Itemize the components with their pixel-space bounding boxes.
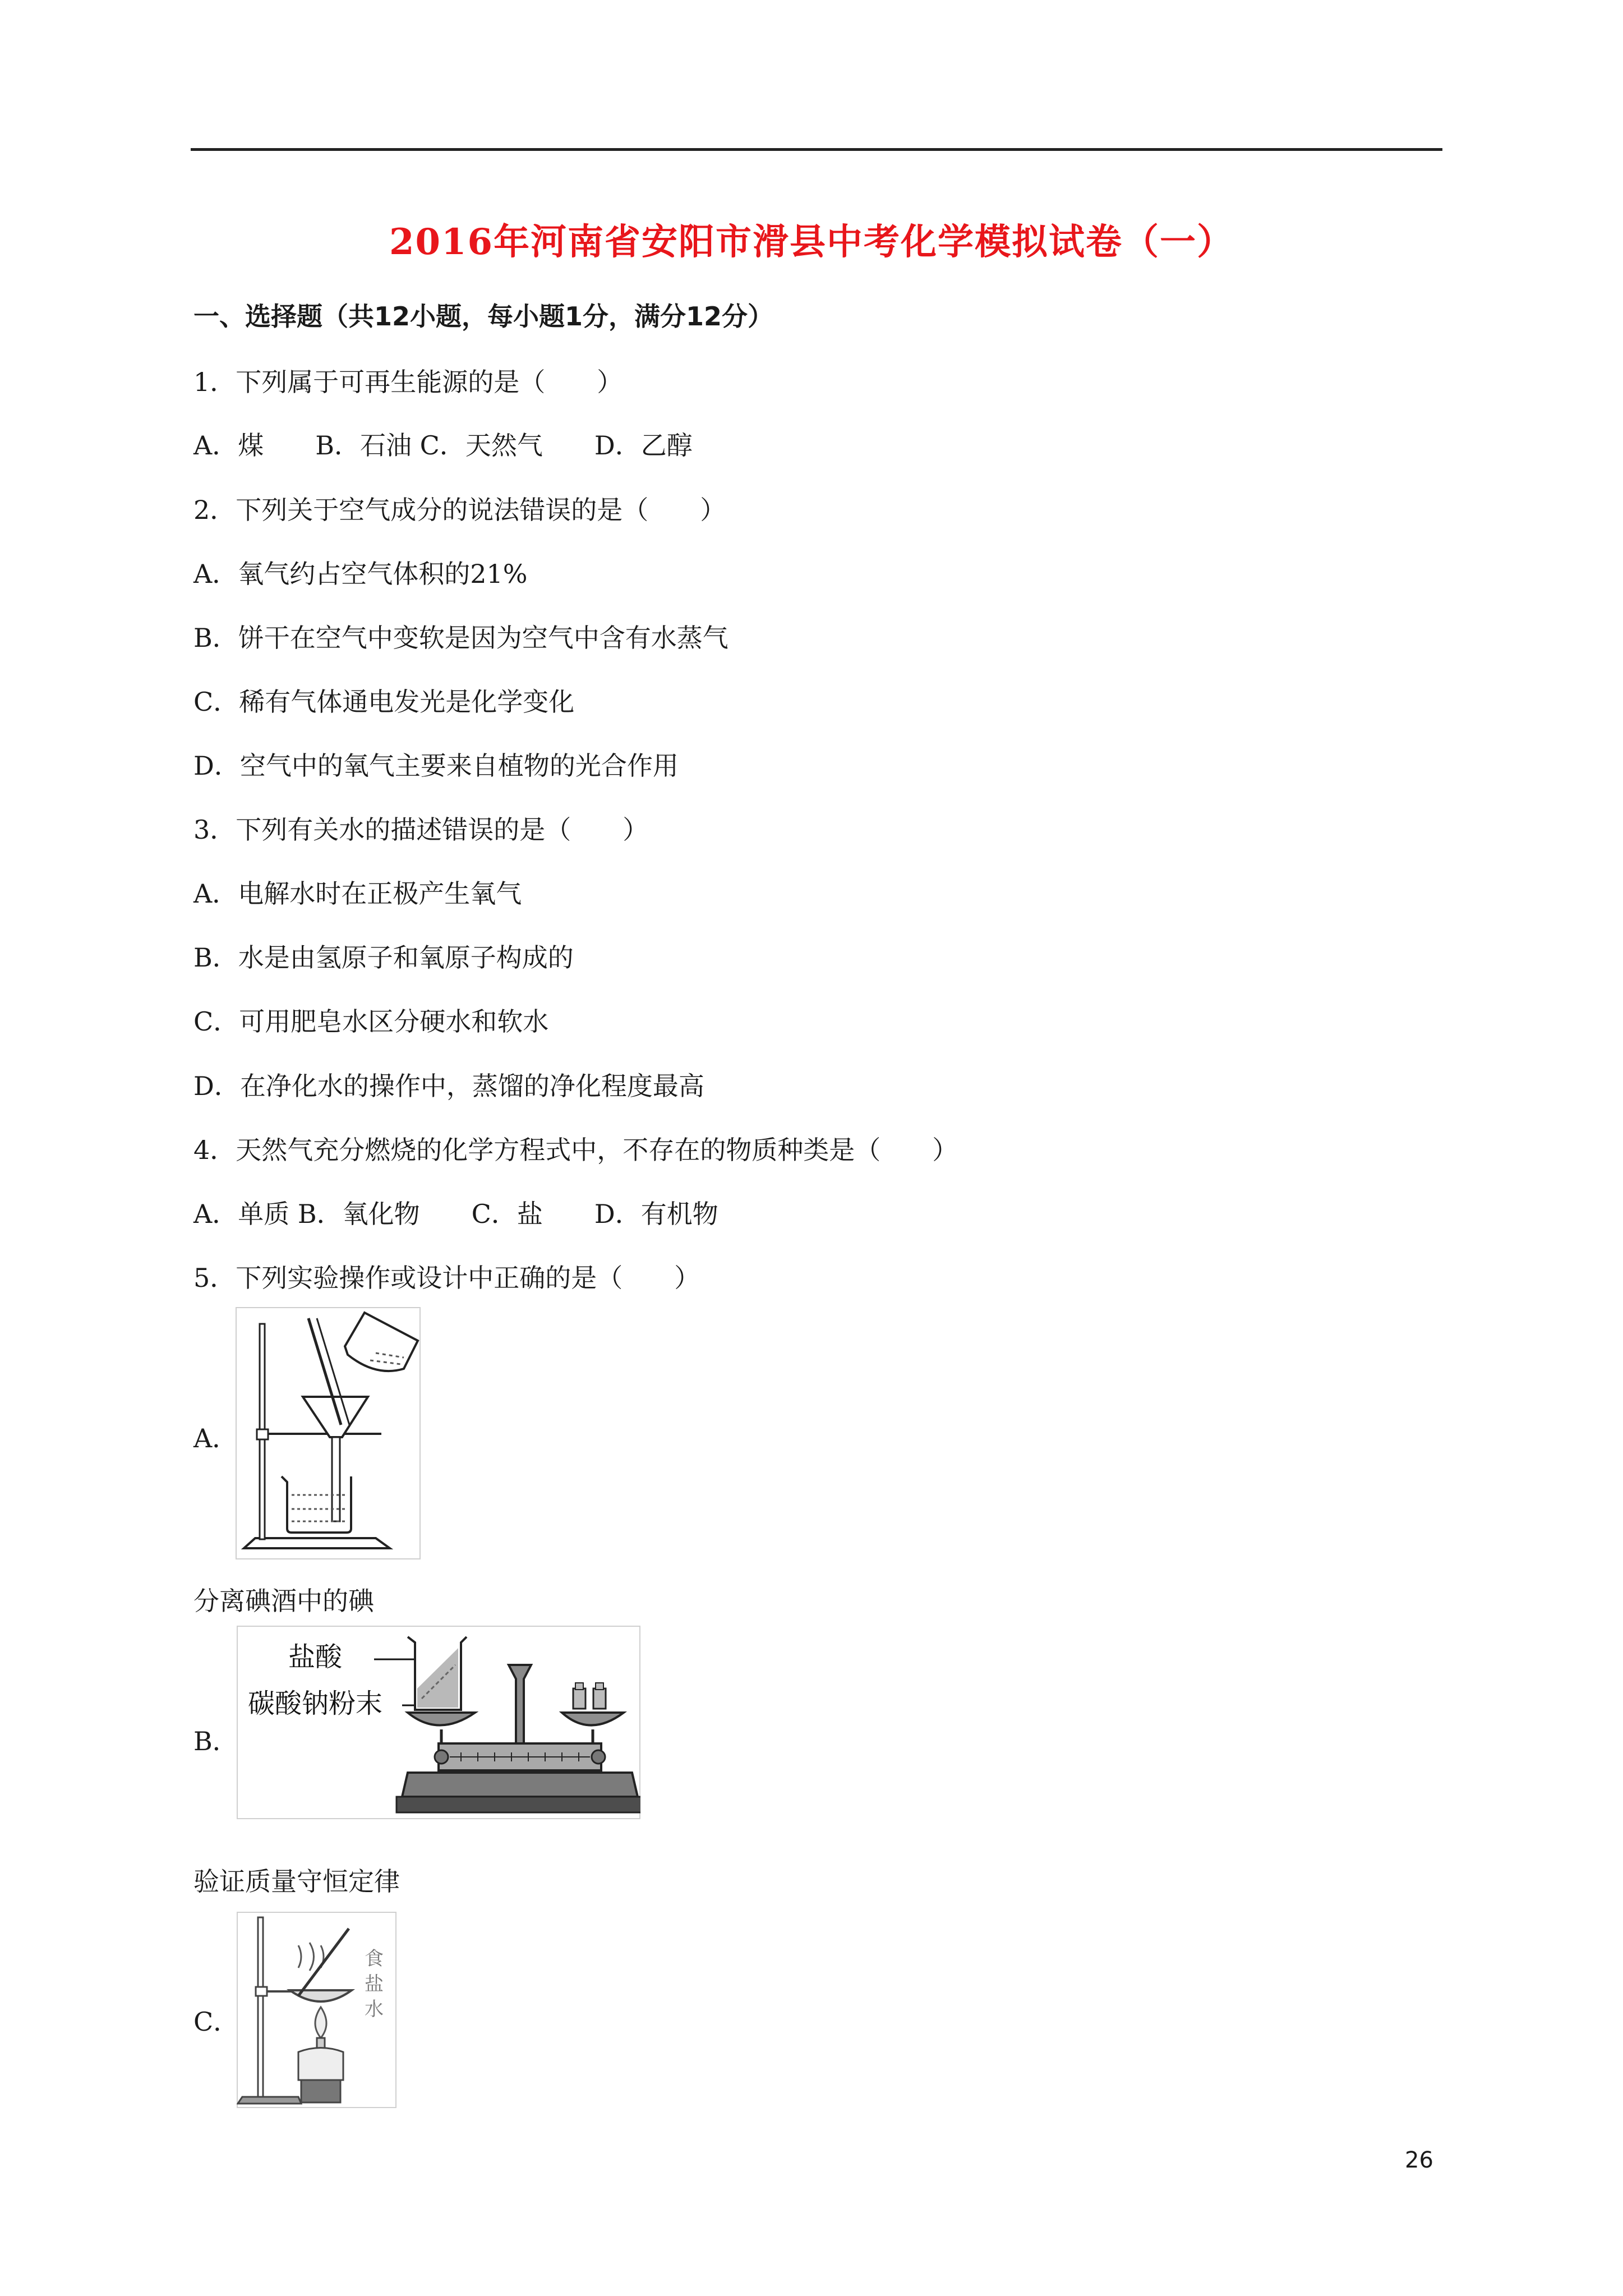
evaporation-apparatus-figure (237, 1912, 396, 2108)
page-number: 26 (1405, 2147, 1433, 2173)
header-rule (191, 148, 1442, 151)
salt-water-label-char-2: 盐 (365, 1973, 384, 1995)
question-3-option-b: B．水是由氢原子和氧原子构成的 (193, 942, 574, 973)
question-1-options: A．煤 B．石油 C．天然气 D．乙醇 (193, 430, 693, 461)
salt-water-label-char-3: 水 (365, 1998, 384, 2021)
salt-water-label-char-1: 食 (365, 1948, 384, 1970)
filtration-apparatus-figure (236, 1307, 421, 1559)
question-2-option-a: A．氧气约占空气体积的21% (193, 559, 528, 589)
question-5-option-a-label: A． (193, 1423, 238, 1453)
question-5-option-b-caption: 验证质量守恒定律 (193, 1866, 400, 1897)
question-3-option-c: C．可用肥皂水区分硬水和软水 (193, 1006, 549, 1037)
question-3-option-d: D．在净化水的操作中，蒸馏的净化程度最高 (193, 1071, 704, 1101)
question-2-option-d: D．空气中的氧气主要来自植物的光合作用 (193, 751, 679, 781)
question-4-stem: 4．天然气充分燃烧的化学方程式中，不存在的物质种类是（ ） (193, 1135, 958, 1165)
question-3-stem: 3．下列有关水的描述错误的是（ ） (193, 815, 649, 845)
balance-experiment-figure (237, 1626, 640, 1819)
hydrochloric-acid-label: 盐酸 (288, 1641, 343, 1673)
question-2-option-c: C．稀有气体通电发光是化学变化 (193, 687, 575, 717)
question-5-option-a-caption: 分离碘酒中的碘 (193, 1586, 374, 1616)
document-title: 2016年河南省安阳市滑县中考化学模拟试卷（一） (389, 221, 1234, 263)
question-5-stem: 5．下列实验操作或设计中正确的是（ ） (193, 1263, 700, 1293)
question-3-option-a: A．电解水时在正极产生氧气 (193, 878, 522, 909)
question-5-option-b-label: B． (193, 1726, 238, 1756)
section-heading: 一、选择题（共12小题，每小题1分，满分12分） (193, 301, 774, 332)
question-2-stem: 2．下列关于空气成分的说法错误的是（ ） (193, 495, 726, 525)
question-2-option-b: B．饼干在空气中变软是因为空气中含有水蒸气 (193, 623, 728, 653)
sodium-carbonate-label: 碳酸钠粉末 (247, 1688, 383, 1719)
question-1-stem: 1．下列属于可再生能源的是（ ） (193, 367, 623, 397)
question-5-option-c-label: C． (193, 2007, 239, 2037)
question-4-options: A．单质 B．氧化物 C．盐 D．有机物 (193, 1199, 718, 1229)
